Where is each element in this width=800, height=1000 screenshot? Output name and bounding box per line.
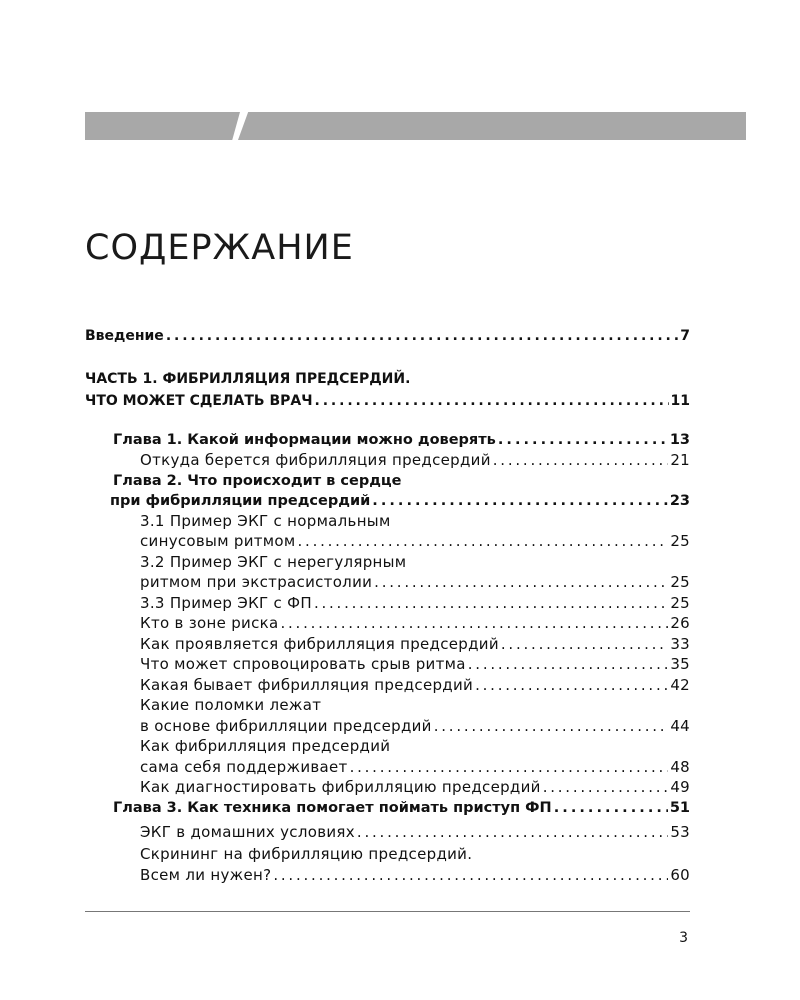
toc-entry-label: Глава 1. Какой информации можно доверять <box>113 432 496 448</box>
page-title: СОДЕРЖАНИЕ <box>85 228 354 268</box>
toc-page-number: 26 <box>670 614 690 632</box>
toc-entry-section[interactable] <box>140 511 690 552</box>
toc-entry-part1[interactable] <box>85 368 690 412</box>
toc-entry-label: Какие поломки лежат <box>140 696 322 714</box>
toc-entry-section[interactable] <box>140 736 690 777</box>
dot-leader <box>498 430 668 450</box>
dot-leader <box>374 572 668 593</box>
dot-leader <box>298 531 669 552</box>
toc-entry-section[interactable] <box>140 613 690 634</box>
toc-entry-label: Как фибрилляция предсердий <box>140 737 391 755</box>
toc-entry-label: Глава 2. Что происходит в сердце <box>113 472 402 489</box>
dot-leader <box>166 326 678 346</box>
dot-leader <box>315 390 669 412</box>
toc-page-number: 25 <box>670 593 690 612</box>
toc-page-number: 51 <box>669 799 690 816</box>
toc-entry-label: ЭКГ в домашних условиях <box>140 822 355 841</box>
toc-entry-section[interactable] <box>140 822 690 843</box>
toc-entry-label: Как диагностировать фибрилляцию предсердий <box>140 778 541 796</box>
toc-entry-label: синусовым ритмом <box>140 532 296 550</box>
dot-leader <box>543 777 669 798</box>
footer-divider <box>85 911 690 912</box>
toc-page-number: 7 <box>680 328 690 344</box>
header-banner-left <box>85 112 240 140</box>
toc-entry-section[interactable] <box>140 450 690 471</box>
toc-entry-label: Введение <box>85 328 164 344</box>
toc-entry-label: 3.2 Пример ЭКГ с нерегулярным <box>140 552 407 571</box>
toc-page-number: 49 <box>670 778 690 796</box>
table-of-contents <box>85 326 690 885</box>
toc-entry-label: ритмом при экстрасистолии <box>140 573 373 591</box>
toc-entry-label: Глава 3. Как техника помогает поймать приступ ФП <box>113 799 552 816</box>
toc-entry-label: Что может спровоцировать срыв ритма <box>140 655 466 673</box>
toc-entry-label: Кто в зоне риска <box>140 614 279 632</box>
toc-entry-section[interactable] <box>140 695 690 736</box>
toc-entry-section[interactable] <box>140 777 690 798</box>
toc-entry-section[interactable] <box>140 552 690 593</box>
toc-page-number: 53 <box>670 822 690 841</box>
toc-page-number: 11 <box>670 393 690 409</box>
toc-page-number: 60 <box>670 865 690 884</box>
toc-entry-section[interactable] <box>140 654 690 675</box>
page-number: 3 <box>679 930 688 946</box>
toc-entry-label: ЧТО МОЖЕТ СДЕЛАТЬ ВРАЧ <box>85 393 313 409</box>
dot-leader <box>314 593 668 614</box>
toc-entry-label: Какая бывает фибрилляция предсердий <box>140 675 474 694</box>
toc-entry-section[interactable] <box>140 593 690 614</box>
dot-leader <box>554 798 668 818</box>
toc-page-number: 25 <box>670 573 690 591</box>
dot-leader <box>372 491 668 511</box>
dot-leader <box>357 822 668 843</box>
dot-leader <box>273 865 668 886</box>
header-banner-right <box>238 112 746 140</box>
toc-entry-label: в основе фибрилляции предсердий <box>140 716 432 735</box>
toc-entry-chapter-3[interactable] <box>113 798 690 818</box>
toc-entry-intro[interactable] <box>85 326 690 346</box>
toc-page-number: 13 <box>669 432 690 448</box>
dot-leader <box>468 654 669 675</box>
toc-entry-label: сама себя поддерживает <box>140 757 348 776</box>
toc-page-number: 25 <box>670 532 690 550</box>
toc-entry-label: Откуда берется фибрилляция предсердий <box>140 451 491 469</box>
dot-leader <box>434 716 669 737</box>
toc-entry-label: при фибрилляции предсердий <box>110 492 371 509</box>
toc-page-number: 48 <box>670 757 690 776</box>
toc-page-number: 44 <box>670 716 690 735</box>
dot-leader <box>350 757 669 778</box>
toc-entry-label: Скрининг на фибрилляцию предсердий. <box>140 845 473 863</box>
toc-entry-chapter-2[interactable] <box>110 471 690 511</box>
toc-entry-label: Как проявляется фибрилляция предсердий <box>140 634 499 653</box>
dot-leader <box>501 634 668 655</box>
toc-page-number: 42 <box>670 675 690 694</box>
toc-entry-section[interactable] <box>140 634 690 655</box>
toc-entry-label: Всем ли нужен? <box>140 865 272 884</box>
toc-page-number: 21 <box>670 451 690 469</box>
toc-entry-section[interactable] <box>140 844 690 885</box>
toc-entry-section[interactable] <box>140 675 690 696</box>
toc-entry-label: 3.3 Пример ЭКГ с ФП <box>140 593 312 612</box>
toc-entry-chapter-1[interactable] <box>113 430 690 450</box>
toc-entry-label: ЧАСТЬ 1. ФИБРИЛЛЯЦИЯ ПРЕДСЕРДИЙ. <box>85 371 411 387</box>
toc-page-number: 33 <box>670 634 690 653</box>
dot-leader <box>493 450 669 471</box>
dot-leader <box>475 675 668 696</box>
toc-page-number: 23 <box>669 492 690 509</box>
toc-page-number: 35 <box>670 655 690 673</box>
dot-leader <box>280 613 668 634</box>
toc-entry-label: 3.1 Пример ЭКГ с нормальным <box>140 511 391 530</box>
